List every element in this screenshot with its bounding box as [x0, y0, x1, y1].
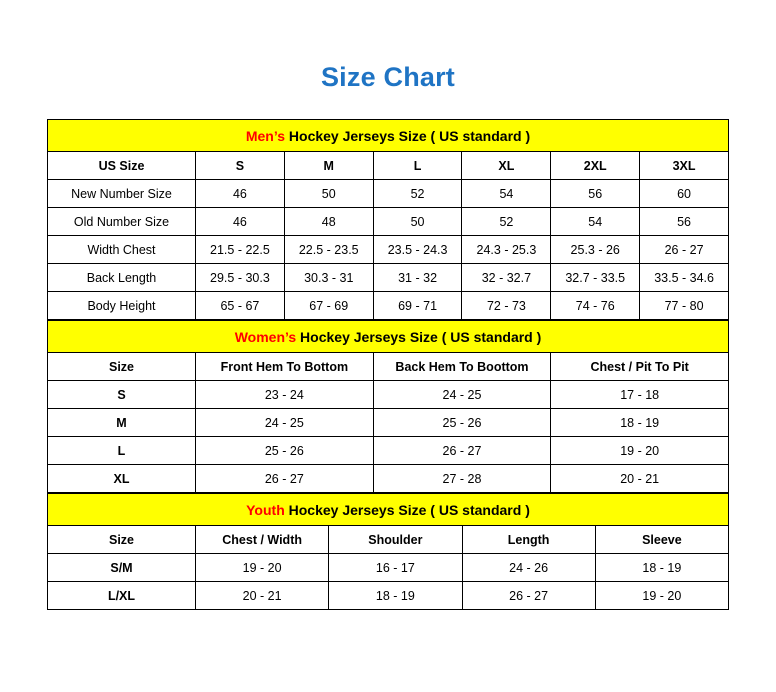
mens-row-2-val-4: 25.3 - 26 [551, 236, 640, 264]
table-row [48, 381, 729, 409]
mens-row-3-val-3: 32 - 32.7 [462, 264, 551, 292]
womens-row-3-val-0: 26 - 27 [196, 465, 374, 493]
mens-row-1-val-5: 56 [640, 208, 729, 236]
womens-row-1-val-0: 24 - 25 [196, 409, 374, 437]
youth-section-header [48, 494, 729, 526]
mens-col-2: M [284, 152, 373, 180]
womens-col-2: Back Hem To Boottom [373, 353, 551, 381]
mens-row-2-val-2: 23.5 - 24.3 [373, 236, 462, 264]
table-row [48, 208, 729, 236]
womens-row-3-label: XL [48, 465, 196, 493]
womens-col-1: Front Hem To Bottom [196, 353, 374, 381]
mens-row-3-val-4: 32.7 - 33.5 [551, 264, 640, 292]
mens-row-0-val-2: 52 [373, 180, 462, 208]
womens-section-header [48, 321, 729, 353]
mens-row-3-val-1: 30.3 - 31 [284, 264, 373, 292]
mens-row-1-label: Old Number Size [48, 208, 196, 236]
womens-row-2-val-2: 19 - 20 [551, 437, 729, 465]
mens-row-2-val-0: 21.5 - 22.5 [196, 236, 285, 264]
youth-heading-accent: Youth [246, 501, 285, 518]
womens-heading-rest: Hockey Jerseys Size ( US standard ) [296, 328, 542, 345]
womens-heading-accent: Women’s [234, 328, 297, 345]
youth-heading-rest: Hockey Jerseys Size ( US standard ) [284, 501, 530, 518]
table-row [48, 409, 729, 437]
tables-container [47, 93, 729, 610]
womens-col-0: Size [48, 353, 196, 381]
youth-row-1-val-0: 20 - 21 [196, 582, 329, 610]
womens-column-header-row [48, 353, 729, 381]
table-row [48, 582, 729, 610]
youth-row-0-val-2: 24 - 26 [462, 554, 595, 582]
womens-row-3-val-1: 27 - 28 [373, 465, 551, 493]
mens-row-4-val-1: 67 - 69 [284, 292, 373, 320]
mens-row-1-val-3: 52 [462, 208, 551, 236]
mens-row-0-val-5: 60 [640, 180, 729, 208]
mens-row-2-val-3: 24.3 - 25.3 [462, 236, 551, 264]
table-row [48, 554, 729, 582]
mens-row-2-val-1: 22.5 - 23.5 [284, 236, 373, 264]
youth-row-1-val-2: 26 - 27 [462, 582, 595, 610]
mens-row-0-val-4: 56 [551, 180, 640, 208]
table-row [48, 437, 729, 465]
mens-row-3-label: Back Length [48, 264, 196, 292]
womens-row-0-val-1: 24 - 25 [373, 381, 551, 409]
mens-section-header-row [48, 120, 729, 152]
youth-row-0-val-1: 16 - 17 [329, 554, 462, 582]
mens-row-0-val-0: 46 [196, 180, 285, 208]
youth-row-1-label: L/XL [48, 582, 196, 610]
youth-col-0: Size [48, 526, 196, 554]
mens-row-0-label: New Number Size [48, 180, 196, 208]
mens-row-0-val-3: 54 [462, 180, 551, 208]
youth-col-4: Sleeve [595, 526, 728, 554]
youth-row-1-val-3: 19 - 20 [595, 582, 728, 610]
youth-section-header-row [48, 494, 729, 526]
mens-row-3-val-0: 29.5 - 30.3 [196, 264, 285, 292]
mens-col-3: L [373, 152, 462, 180]
mens-row-1-val-2: 50 [373, 208, 462, 236]
mens-row-3-val-2: 31 - 32 [373, 264, 462, 292]
youth-col-3: Length [462, 526, 595, 554]
youth-col-1: Chest / Width [196, 526, 329, 554]
mens-row-2-label: Width Chest [48, 236, 196, 264]
mens-heading-rest: Hockey Jerseys Size ( US standard ) [285, 127, 531, 144]
mens-col-0: US Size [48, 152, 196, 180]
table-row [48, 465, 729, 493]
youth-column-header-row [48, 526, 729, 554]
womens-row-2-val-0: 25 - 26 [196, 437, 374, 465]
womens-row-1-label: M [48, 409, 196, 437]
mens-row-4-val-3: 72 - 73 [462, 292, 551, 320]
mens-row-2-val-5: 26 - 27 [640, 236, 729, 264]
mens-row-0-val-1: 50 [284, 180, 373, 208]
womens-col-3: Chest / Pit To Pit [551, 353, 729, 381]
womens-section-header-row [48, 321, 729, 353]
mens-heading-accent: Men’s [245, 127, 286, 144]
mens-row-4-val-5: 77 - 80 [640, 292, 729, 320]
table-row [48, 264, 729, 292]
youth-row-1-val-1: 18 - 19 [329, 582, 462, 610]
mens-col-5: 2XL [551, 152, 640, 180]
youth-size-table [47, 493, 729, 610]
youth-row-0-val-3: 18 - 19 [595, 554, 728, 582]
table-row [48, 292, 729, 320]
youth-row-0-label: S/M [48, 554, 196, 582]
mens-row-4-label: Body Height [48, 292, 196, 320]
mens-row-1-val-4: 54 [551, 208, 640, 236]
mens-column-header-row [48, 152, 729, 180]
womens-size-table [47, 320, 729, 493]
mens-col-4: XL [462, 152, 551, 180]
mens-row-4-val-0: 65 - 67 [196, 292, 285, 320]
womens-row-3-val-2: 20 - 21 [551, 465, 729, 493]
mens-row-3-val-5: 33.5 - 34.6 [640, 264, 729, 292]
mens-col-6: 3XL [640, 152, 729, 180]
mens-col-1: S [196, 152, 285, 180]
mens-row-4-val-2: 69 - 71 [373, 292, 462, 320]
table-row [48, 180, 729, 208]
mens-size-table [47, 119, 729, 320]
womens-row-0-val-0: 23 - 24 [196, 381, 374, 409]
womens-row-2-label: L [48, 437, 196, 465]
mens-section-header [48, 120, 729, 152]
womens-row-0-label: S [48, 381, 196, 409]
mens-row-1-val-0: 46 [196, 208, 285, 236]
mens-row-4-val-4: 74 - 76 [551, 292, 640, 320]
mens-row-1-val-1: 48 [284, 208, 373, 236]
table-row [48, 236, 729, 264]
youth-col-2: Shoulder [329, 526, 462, 554]
womens-row-1-val-2: 18 - 19 [551, 409, 729, 437]
youth-row-0-val-0: 19 - 20 [196, 554, 329, 582]
womens-row-0-val-2: 17 - 18 [551, 381, 729, 409]
womens-row-2-val-1: 26 - 27 [373, 437, 551, 465]
page-title: Size Chart [320, 62, 456, 92]
womens-row-1-val-1: 25 - 26 [373, 409, 551, 437]
